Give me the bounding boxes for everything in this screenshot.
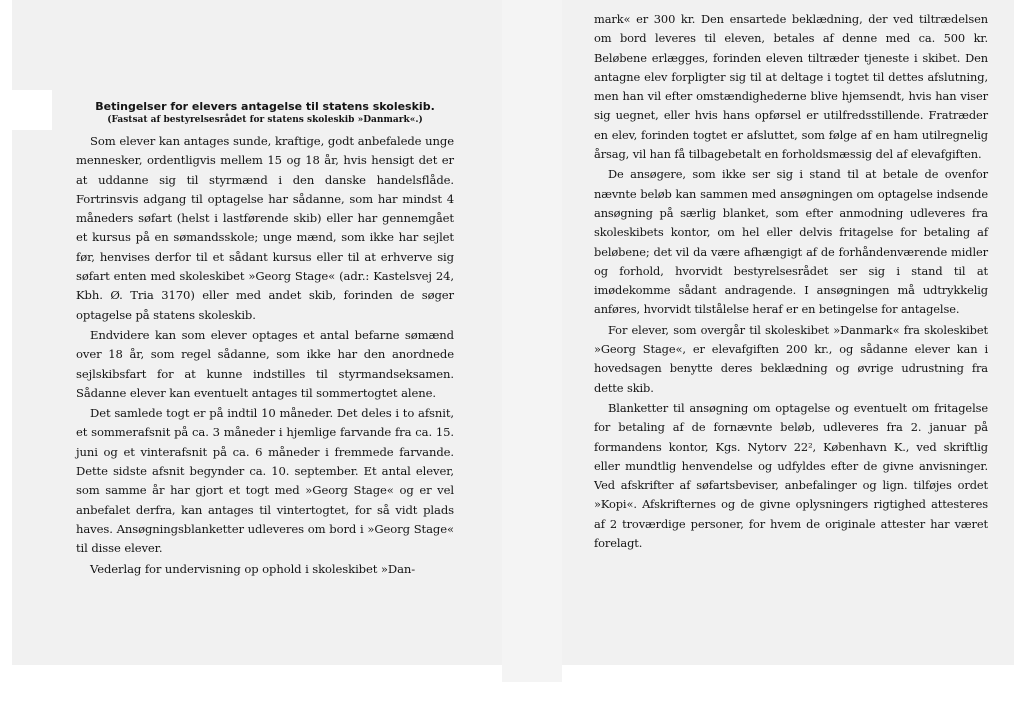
document-subtitle: (Fastsat af bestyrelsesrådet for statens skoleskib »Danmark«.) <box>107 115 423 125</box>
paragraph: Blanketter til ansøgning om optagelse og eventuelt om fritagelse for betaling af de fornævnte beløb, udleveres fra 2. januar på formandens kontor, Kgs. Nytorv 22², København K., ved skriftlig eller mundtlig henvendelse og udfyldes efter de givne anvisninger. Ved afskrifter af søfartsbeviser, anbefalinger og lign. tilføjes ordet »Kopi«. Afskrifternes og de givne oplysningers rigtighed attesteres af 2 troværdige personer, for hvem de originale attester har været forelagt. <box>594 400 988 551</box>
paragraph: Som elever kan antages sunde, kraftige, godt anbefalede unge mennesker, ordentligvis mellem 15 og 18 år, hvis hensigt det er at uddanne sig til styrmænd i den danske handelsflåde. Fortrinsvis adgang til optagelse har sådanne, som har mindst 4 måneders søfart (helst i lastførende skib) eller har gennemgået et kursus på en sømandsskole; unge mænd, som ikke har sejlet før, henvises derfor til et sådant kursus eller til at erhverve sig søfart enten med skoleskibet »Georg Stage« (adr.: Kastelsvej 24, Kbh. Ø. Tria 3170) eller med andet skib, forinden de søger optagelse på statens skoleskib. <box>76 134 454 322</box>
page-gutter <box>502 0 562 682</box>
left-page <box>76 100 454 579</box>
paragraph: Det samlede togt er på indtil 10 måneder. Det deles i to afsnit, et sommerafsnit på ca. 3 måneder i hjemlige farvande fra ca. 15. juni og et vinterafsnit på ca. 6 måneder i fremmede farvande. Dette sidste afsnit begynder ca. 10. september. Et antal elever, som samme år har gjort et togt med »Georg Stage« og er vel anbefalet derfra, kan antages til vintertogtet, for så vidt plads haves. Ansøgningsblanketter udleveres om bord i »Georg Stage« til disse elever. <box>76 406 454 556</box>
blank-patch <box>12 90 52 130</box>
paragraph: Endvidere kan som elever optages et antal befarne sømænd over 18 år, som regel sådanne, som ikke har den anordnede sejlskibsfart for at kunne indstilles til styrmandseksamen. Sådanne elever kan eventuelt antages til sommertogtet alene. <box>76 327 454 400</box>
paragraph: Vederlag for undervisning op ophold i skoleskibet »Dan- <box>90 561 416 576</box>
paragraph: De ansøgere, som ikke ser sig i stand til at betale de ovenfor nævnte beløb kan sammen med ansøgningen om optagelse indsende ansøgning på særlig blanket, som efter anmodning udleveres fra skoleskibets kontor, om hel eller delvis fritagelse for betaling af beløbene; det vil da være afhængigt af de forhåndenværende midler og forhold, hvorvidt bestyrelsesrådet ser sig i stand til at imødekomme sådant andragende. I ansøgningen må udtrykkelig anføres, hvorvidt tilstålelse heraf er en betingelse for antagelse. <box>594 167 988 317</box>
right-page <box>594 10 988 553</box>
paragraph: mark« er 300 kr. Den ensartede beklædning, der ved tiltrædelsen om bord leveres til eleven, betales af denne med ca. 500 kr. Beløbene erlægges, forinden eleven tiltræder tjeneste i skibet. Den antagne elev forpligter sig til at deltage i togtet til dettes afslutning, men han vil efter omstændighederne blive hjemsendt, hvis han viser sig uegnet, eller hvis hans opførsel er utilfredsstillende. Fratræder en elev, forinden togtet er afsluttet, som følge af en ham utilregnelig årsag, vil han få tilbagebetalt en forholdsmæssig del af elevafgiften. <box>594 12 988 162</box>
document-title: Betingelser for elevers antagelse til statens skoleskib. <box>95 100 435 113</box>
paragraph: For elever, som overgår til skoleskibet »Danmark« fra skoleskibet »Georg Stage«, er elevafgiften 200 kr., og sådanne elever kan i hovedsagen benytte deres beklædning og øvrige udrustning fra dette skib. <box>594 322 988 395</box>
